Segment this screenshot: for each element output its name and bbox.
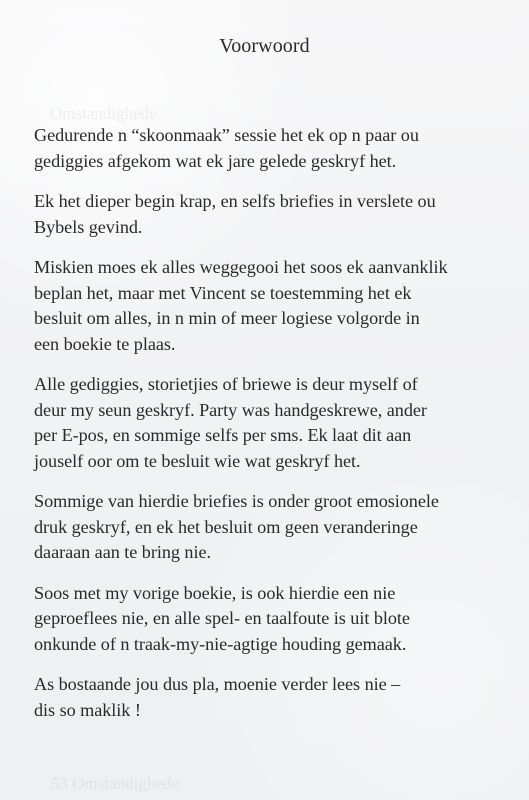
paragraph-line: Bybels gevind.	[34, 216, 143, 237]
paragraph-1	[34, 123, 504, 174]
paragraph-line: daaraan aan te bring nie.	[34, 542, 211, 562]
paragraph-4	[34, 372, 504, 474]
page-title: Voorwoord	[219, 35, 310, 57]
paragraph-line: Sommige van hierdie briefies is onder groot emosionele	[34, 491, 439, 511]
paragraph-line: Alle gediggies, storietjies of briewe is deur myself of	[34, 374, 418, 394]
paragraph-line: Ek het dieper begin krap, en selfs briefies in verslete ou	[34, 191, 436, 211]
paragraph-line: per E-pos, en sommige selfs per sms. Ek laat dit aan	[34, 425, 412, 445]
show-through-text-bottom: 53 Omstandighede	[51, 774, 179, 793]
paragraph-line: deur my seun geskryf. Party was handgeskrewe, ander	[34, 399, 427, 420]
paragraph-line: dis so maklik !	[34, 699, 141, 720]
paragraph-line: geproeflees nie, en alle spel- en taalfoute is uit blote	[34, 608, 410, 628]
paragraph-line: Miskien moes ek alles weggegooi het soos ek aanvanklik	[34, 257, 448, 277]
paragraph-line: As bostaande jou dus pla, moenie verder lees nie –	[34, 674, 401, 694]
paragraph-line: gediggies afgekom wat ek jare gelede geskryf het.	[34, 150, 397, 171]
paragraph-line: Soos met my vorige boekie, is ook hierdie een nie	[34, 582, 396, 603]
paragraph-7	[34, 672, 504, 723]
paragraph-line: onkunde of n traak-my-nie-agtige houding gemaak.	[34, 633, 407, 654]
paragraph-5	[34, 489, 504, 566]
body-text	[34, 123, 504, 723]
paragraph-line: beplan het, maar met Vincent se toestemming het ek	[34, 282, 412, 303]
paragraph-3	[34, 255, 504, 357]
paragraph-line: druk geskryf, en ek het besluit om geen veranderinge	[34, 516, 418, 537]
paragraph-line: besluit om alles, in n min of meer logiese volgorde in	[34, 308, 420, 328]
paragraph-line: een boekie te plaas.	[34, 333, 176, 354]
paragraph-2	[34, 189, 504, 240]
paragraph-6	[34, 581, 504, 658]
paragraph-line: Gedurende n “skoonmaak” sessie het ek op n paar ou	[34, 125, 419, 145]
show-through-text-top: Omstandighede	[50, 104, 157, 123]
paragraph-line: jouself oor om te besluit wie wat geskryf het.	[34, 450, 361, 471]
